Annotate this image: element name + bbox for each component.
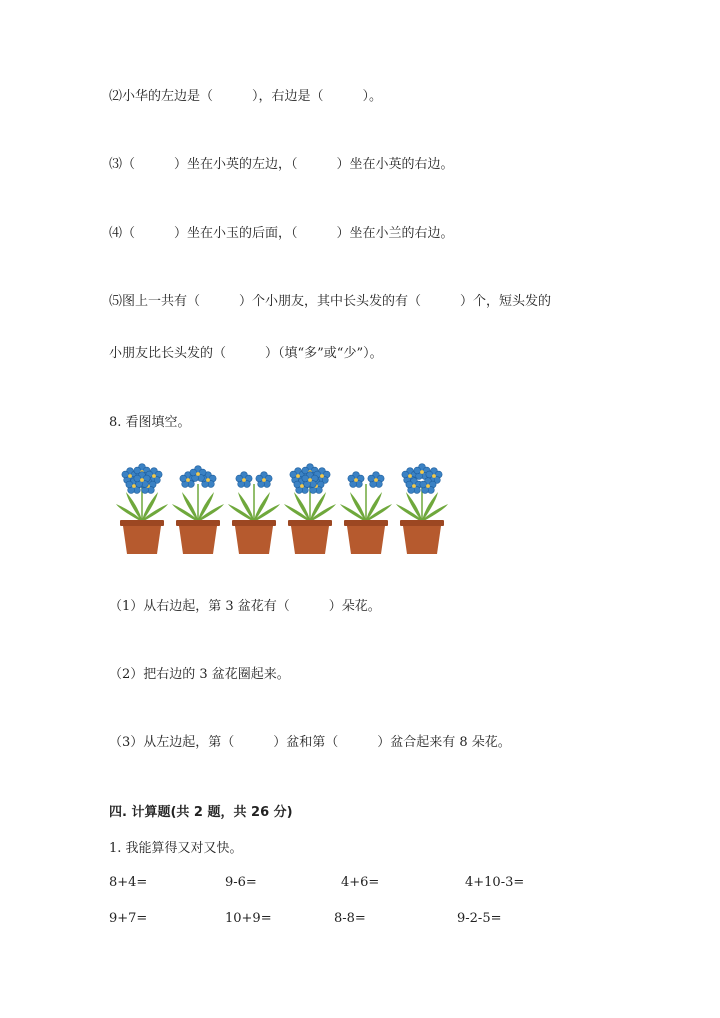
question-7-3: ⑶（ ）坐在小英的左边，（ ）坐在小英的右边。 xyxy=(109,157,454,172)
calc-problem: 4+6= xyxy=(341,875,380,890)
question-8-2: （2）把右边的 3 盆花圈起来。 xyxy=(109,667,290,682)
question-8-title: 8. 看图填空。 xyxy=(109,415,191,430)
flower-pot xyxy=(228,472,280,554)
flower-pots-illustration xyxy=(112,462,452,558)
flower-pot xyxy=(172,466,224,554)
question-7-2: ⑵小华的左边是（ ），右边是（ ）。 xyxy=(109,89,383,104)
calc-problem: 9-2-5= xyxy=(457,911,502,926)
section-4-heading: 四. 计算题(共 2 题，共 26 分) xyxy=(109,805,293,820)
calc-problem: 9-6= xyxy=(225,875,257,890)
question-7-4: ⑷（ ）坐在小玉的后面，（ ）坐在小兰的右边。 xyxy=(109,226,454,241)
flower-pot xyxy=(284,464,336,554)
calc-problem: 10+9= xyxy=(225,911,272,926)
calc-problem: 8-8= xyxy=(334,911,366,926)
question-8-3: （3）从左边起，第（ ）盆和第（ ）盆合起来有 8 朵花。 xyxy=(109,735,511,750)
question-7-5-line-2: 小朋友比长头发的（ ）（填“多”或“少”）。 xyxy=(109,346,383,361)
flower-pot xyxy=(340,472,392,554)
question-8-1: （1）从右边起，第 3 盆花有（ ）朵花。 xyxy=(109,599,381,614)
calc-problem: 8+4= xyxy=(109,875,148,890)
calc-problem: 9+7= xyxy=(109,911,148,926)
calc-question-1-title: 1. 我能算得又对又快。 xyxy=(109,841,243,856)
calc-problem: 4+10-3= xyxy=(465,875,525,890)
flower-pot xyxy=(116,464,168,554)
flower-pot xyxy=(396,464,448,554)
question-7-5-line-1: ⑸图上一共有（ ）个小朋友，其中长头发的有（ ）个，短头发的 xyxy=(109,294,552,309)
